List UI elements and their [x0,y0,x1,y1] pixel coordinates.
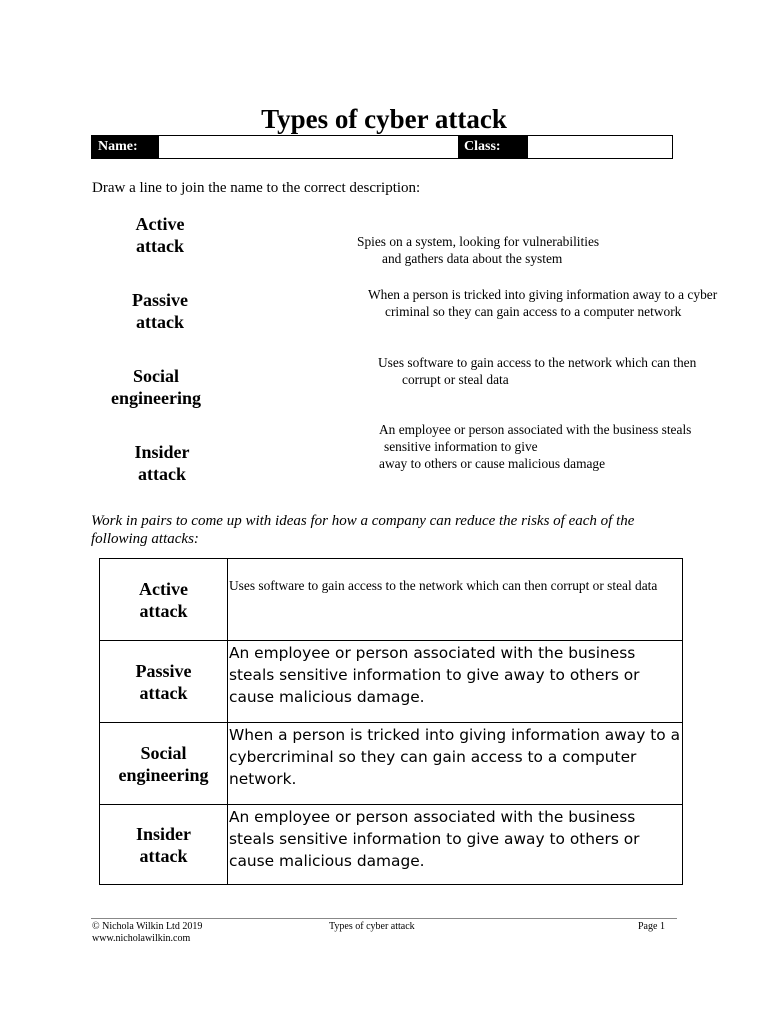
table-term-cell [100,805,228,884]
matching-term-active [80,213,240,257]
table-row [100,805,682,884]
term-line: Passive [135,660,192,681]
class-label: Class: [458,136,527,158]
matching-description-3 [378,354,696,388]
footer-doc-title: Types of cyber attack [329,921,415,932]
footer-copyright: © Nichola Wilkin Ltd 2019 [92,921,203,932]
term-line: Insider [134,442,190,462]
table-answer-cell[interactable]: Uses software to gain access to the network which can then corrupt or steal data [229,578,658,593]
description-line: away to others or cause malicious damage [379,456,606,471]
table-answer-cell[interactable]: When a person is tricked into giving information away to a cybercriminal so they can gain access to a computer network. [228,723,682,790]
term-line: attack [136,312,184,332]
footer-copyright-block [92,921,202,945]
name-class-bar [91,135,673,159]
table-row [100,641,682,723]
table-row [100,559,682,641]
term-line: attack [139,682,188,703]
matching-term-social [76,365,236,409]
table-term-cell [100,559,228,640]
footer-website: www.nicholawilkin.com [92,933,191,944]
name-field[interactable] [158,136,458,158]
footer-divider [91,918,677,919]
description-line: corrupt or steal data [402,372,509,387]
description-line: and gathers data about the system [382,251,563,266]
term-line: attack [139,600,188,621]
risk-table [99,558,683,885]
matching-description-4 [379,421,691,472]
matching-term-passive [80,289,240,333]
matching-instruction: Draw a line to join the name to the correct description: [92,180,421,196]
term-line: Insider [135,823,191,844]
description-line: Spies on a system, looking for vulnerabilities [357,234,600,249]
page-title: Types of cyber attack [261,104,507,134]
class-field[interactable] [527,136,672,158]
matching-term-insider [82,441,242,485]
term-line: engineering [118,764,209,785]
name-label: Name: [92,136,158,158]
term-line: attack [136,236,184,256]
table-term-cell [100,641,228,722]
description-line: criminal so they can gain access to a computer network [385,304,682,319]
table-answer-cell[interactable]: An employee or person associated with the business steals sensitive information to give away to others or cause malicious damage. [228,805,682,872]
description-line: An employee or person associated with the business steals [379,422,692,437]
footer-page-number: Page 1 [638,921,665,932]
term-line: Active [139,578,188,599]
matching-description-1 [357,233,599,267]
description-line: Uses software to gain access to the network which can then [378,355,697,370]
table-answer-cell[interactable]: An employee or person associated with the business steals sensitive information to give away to others or cause malicious damage. [228,641,682,708]
term-line: Social [132,366,179,386]
term-line: attack [138,464,186,484]
table-row [100,723,682,805]
term-line: engineering [111,388,201,408]
term-line: Social [140,742,187,763]
pairs-instruction: Work in pairs to come up with ideas for how a company can reduce the risks of each of the following attacks: [91,513,635,547]
matching-description-2 [368,286,717,320]
table-term-cell [100,723,228,804]
description-line: sensitive information to give [384,439,538,454]
description-line: When a person is tricked into giving information away to a cyber [368,287,718,302]
term-line: attack [139,845,188,866]
term-line: Active [135,214,185,234]
term-line: Passive [132,290,188,310]
